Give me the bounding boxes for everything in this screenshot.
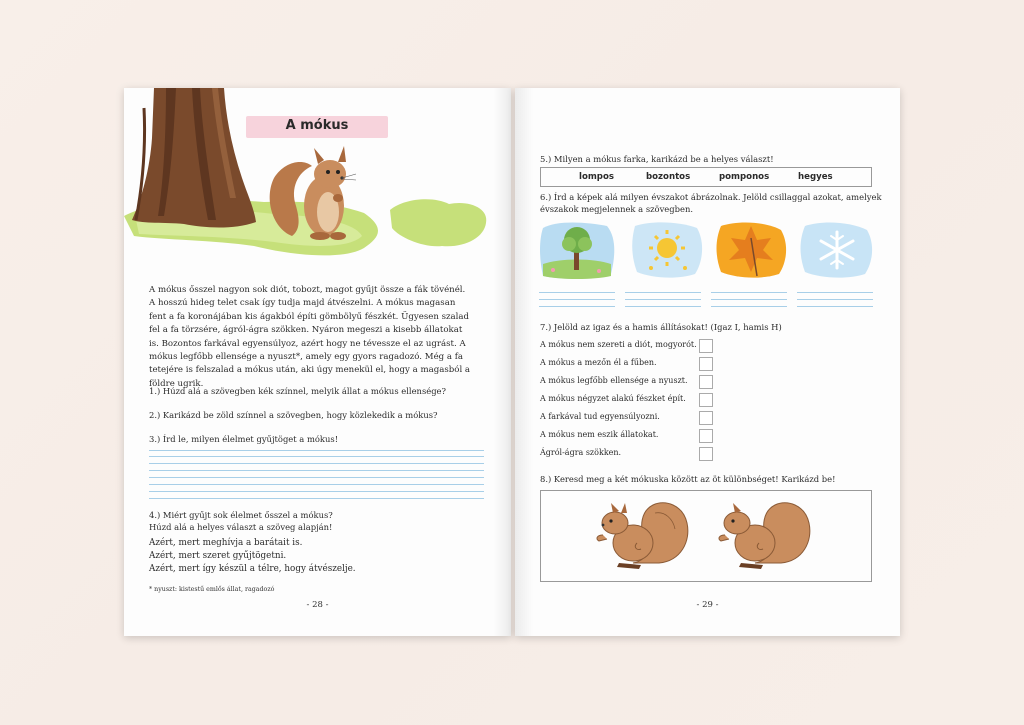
statement-6: A mókus nem eszik állatokat. [540,430,659,439]
statement-1: A mókus nem szereti a diót, mogyorót. [540,340,697,349]
question-5: 5.) Milyen a mókus farka, karikázd be a helyes választ! [540,154,774,164]
question-2: 2.) Karikázd be zöld színnel a szövegben, hogy közlekedik a mókus? [149,410,438,420]
right-page [515,88,900,636]
spine-shadow [515,88,533,636]
true-false-box-1[interactable] [699,339,713,353]
true-false-box-3[interactable] [699,375,713,389]
spot-the-difference-squirrels[interactable] [541,491,869,579]
page-title: A mókus [285,118,349,133]
answer-option-3[interactable]: Azért, mert így készül a télre, hogy átvészelje. [149,564,356,574]
page-number-right: - 29 - [696,600,719,610]
true-false-box-5[interactable] [699,411,713,425]
statement-3: A mókus legfőbb ellensége a nyuszt. [540,376,688,385]
option-lompos[interactable]: lompos [579,172,614,182]
true-false-box-6[interactable] [699,429,713,443]
left-page [124,88,511,636]
true-false-box-4[interactable] [699,393,713,407]
summer-picture [632,222,702,277]
true-false-box-2[interactable] [699,357,713,371]
reading-text: A mókus ősszel nagyon sok diót, tobozt, magot gyűjt össze a fák tövénél. A hosszú hideg telet csak így tudja majd átvészelni. A mókus magasan fent a fa koronájában kis ágakból építi gömbölyű fészkét. Ügyesen szalad fel a fa törzsére, ágról-ágra szökken. Nyáron megeszi a kisebb állatokat is. Bozontos farkával egyensúlyoz, azért hogy ne tévessze el az ugrást. A mókus legfőbb ellensége a nyuszt*, amely egy gyors ragadozó. Még a fa tetejére is felszalad a mókus után, aki úgy menekül el, hogy a magasból a földre ugrik. [149,285,471,389]
footnote: * nyuszt: kistestű emlős állat, ragadozó [149,586,275,593]
question-1: 1.) Húzd alá a szövegben kék színnel, melyik állat a mókus ellensége? [149,386,447,396]
squirrel-left[interactable] [597,503,688,569]
question-8: 8.) Keresd meg a két mókuska között az öt különbséget! Karikázd be! [540,474,836,484]
autumn-picture [717,223,787,278]
statement-4: A mókus négyzet alakú fészket épít. [540,394,686,403]
question-4: 4.) Miért gyűjt sok élelmet ősszel a mókus? [149,510,333,520]
statement-2: A mókus a mezőn él a fűben. [540,358,657,367]
true-false-box-7[interactable] [699,447,713,461]
page-number-left: - 28 - [306,600,329,610]
question-7: 7.) Jelöld az igaz és a hamis állításokat! (Igaz I, hamis H) [540,322,782,332]
option-bozontos[interactable]: bozontos [646,172,691,182]
spring-picture [540,223,614,280]
question-6: 6.) Írd a képek alá milyen évszakot ábrázolnak. Jelöld csillaggal azokat, amelyek [540,192,882,202]
statement-7: Ágról-ágra szökken. [540,448,622,457]
statement-5: A farkával tud egyensúlyozni. [540,412,660,421]
answer-option-1[interactable]: Azért, mert meghívja a barátait is. [149,538,303,548]
winter-picture [801,223,873,278]
squirrel-right[interactable] [719,503,810,569]
option-hegyes[interactable]: hegyes [798,172,833,182]
question-4-instruction: Húzd alá a helyes választ a szöveg alapján! [149,522,333,532]
answer-option-2[interactable]: Azért, mert szeret gyűjtögetni. [149,551,287,561]
option-pomponos[interactable]: pomponos [719,172,770,182]
question-6-instruction: évszakok megjelennek a szövegben. [540,204,694,214]
season-pictures [537,218,877,282]
question-3: 3.) Írd le, milyen élelmet gyűjtöget a mókus! [149,434,339,444]
